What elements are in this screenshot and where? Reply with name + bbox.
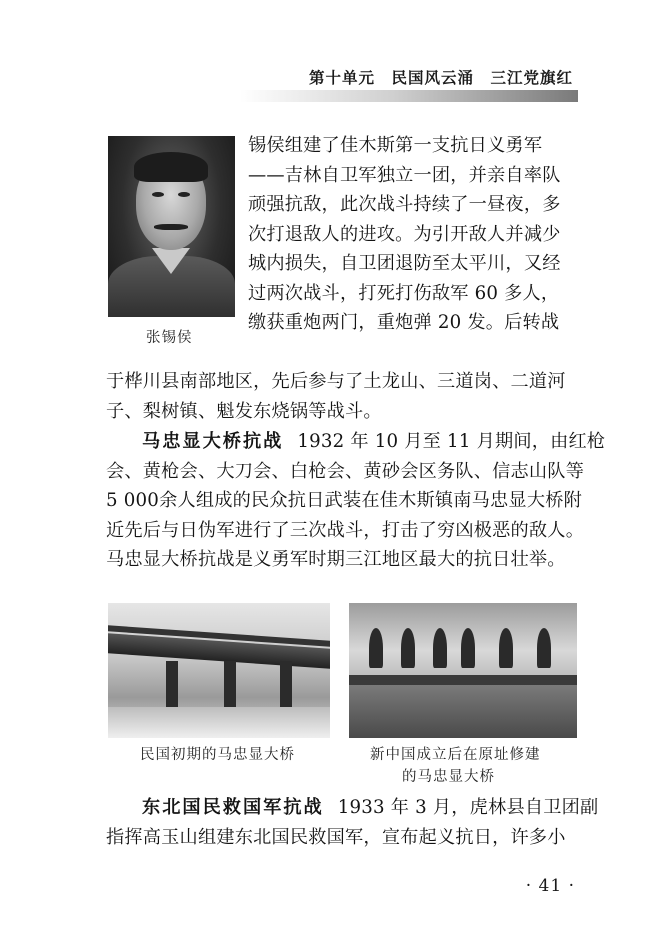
intro-line: ——吉林自卫军独立一团，并亲自率队	[248, 164, 561, 186]
section2-first-line	[106, 793, 598, 823]
tree	[499, 628, 513, 668]
intro-paragraph-full	[106, 367, 566, 426]
tree	[461, 628, 475, 668]
portrait-left-eye	[152, 192, 164, 197]
photo-new-bridge	[349, 603, 577, 738]
intro-line: 锡侯组建了佳木斯第一支抗日义勇军	[248, 135, 543, 156]
intro-line: 子、梨树镇、魁发东烧锅等战斗。	[106, 400, 382, 422]
header-title: 第十单元 民国风云涌 三江党旗红	[308, 69, 573, 87]
intro-line: 于桦川县南部地区，先后参与了土龙山、三道岗、二道河	[106, 371, 566, 392]
section2-lead: 东北国民救国军抗战	[142, 797, 324, 818]
bridge-road	[349, 675, 577, 685]
section2-line: 指挥高玉山组建东北国民救国军，宣布起义抗日，许多小	[106, 826, 566, 848]
bridge-pier	[280, 661, 292, 713]
section1-first-line	[106, 427, 605, 457]
intro-paragraph-right	[248, 131, 561, 338]
intro-line: 缴获重炮两门，重炮弹 20 发。后转战	[248, 312, 560, 333]
section1-line: 5 000余人组成的民众抗日武装在佳木斯镇南马忠显大桥附	[106, 490, 582, 511]
portrait-mustache	[154, 224, 188, 230]
tree	[369, 628, 383, 668]
section1-lead: 马忠显大桥抗战	[142, 431, 284, 452]
header-gradient-bar	[240, 90, 578, 102]
photo-early-republic-bridge	[108, 603, 330, 738]
intro-line: 过两次战斗，打死打伤敌军 60 多人，	[248, 282, 560, 304]
section2-first-line-rest: 1933 年 3 月，虎林县自卫团副	[337, 797, 599, 818]
page-number: · 41 ·	[525, 876, 575, 896]
section1-line: 马忠显大桥抗战是义勇军时期三江地区最大的抗日壮举。	[106, 549, 566, 570]
portrait-right-eye	[178, 192, 190, 197]
river-water	[108, 707, 330, 738]
section1-first-line-rest: 1932 年 10 月至 11 月期间，由红枪	[297, 431, 606, 452]
bridge-pier	[224, 661, 236, 713]
intro-line: 顽强抗敌，此次战斗持续了一昼夜，多	[248, 194, 561, 215]
left-photo-caption: 民国初期的马忠显大桥	[140, 747, 295, 763]
right-photo-caption-line1: 新中国成立后在原址修建	[370, 747, 541, 763]
tree	[537, 628, 551, 668]
tree	[433, 628, 447, 668]
tree	[401, 628, 415, 668]
ground	[349, 685, 577, 738]
intro-line: 次打退敌人的进攻。为引开敌人并减少	[248, 223, 561, 245]
portrait-photo-zhang-xihou	[108, 136, 235, 317]
section-maozhongxian-bridge	[106, 427, 605, 575]
portrait-hair	[134, 152, 208, 182]
intro-line: 城内损失，自卫团退防至太平川，又经	[248, 253, 561, 274]
right-photo-caption-line2: 的马忠显大桥	[402, 769, 495, 785]
section1-line: 会、黄枪会、大刀会、白枪会、黄砂会区务队、信志山队等	[106, 460, 585, 482]
section1-line: 近先后与日伪军进行了三次战斗，打击了穷凶极恶的敌人。	[106, 519, 585, 541]
section-northeast-national-salvation-army	[106, 793, 598, 852]
bridge-pier	[166, 661, 178, 713]
portrait-caption: 张锡侯	[146, 330, 193, 346]
